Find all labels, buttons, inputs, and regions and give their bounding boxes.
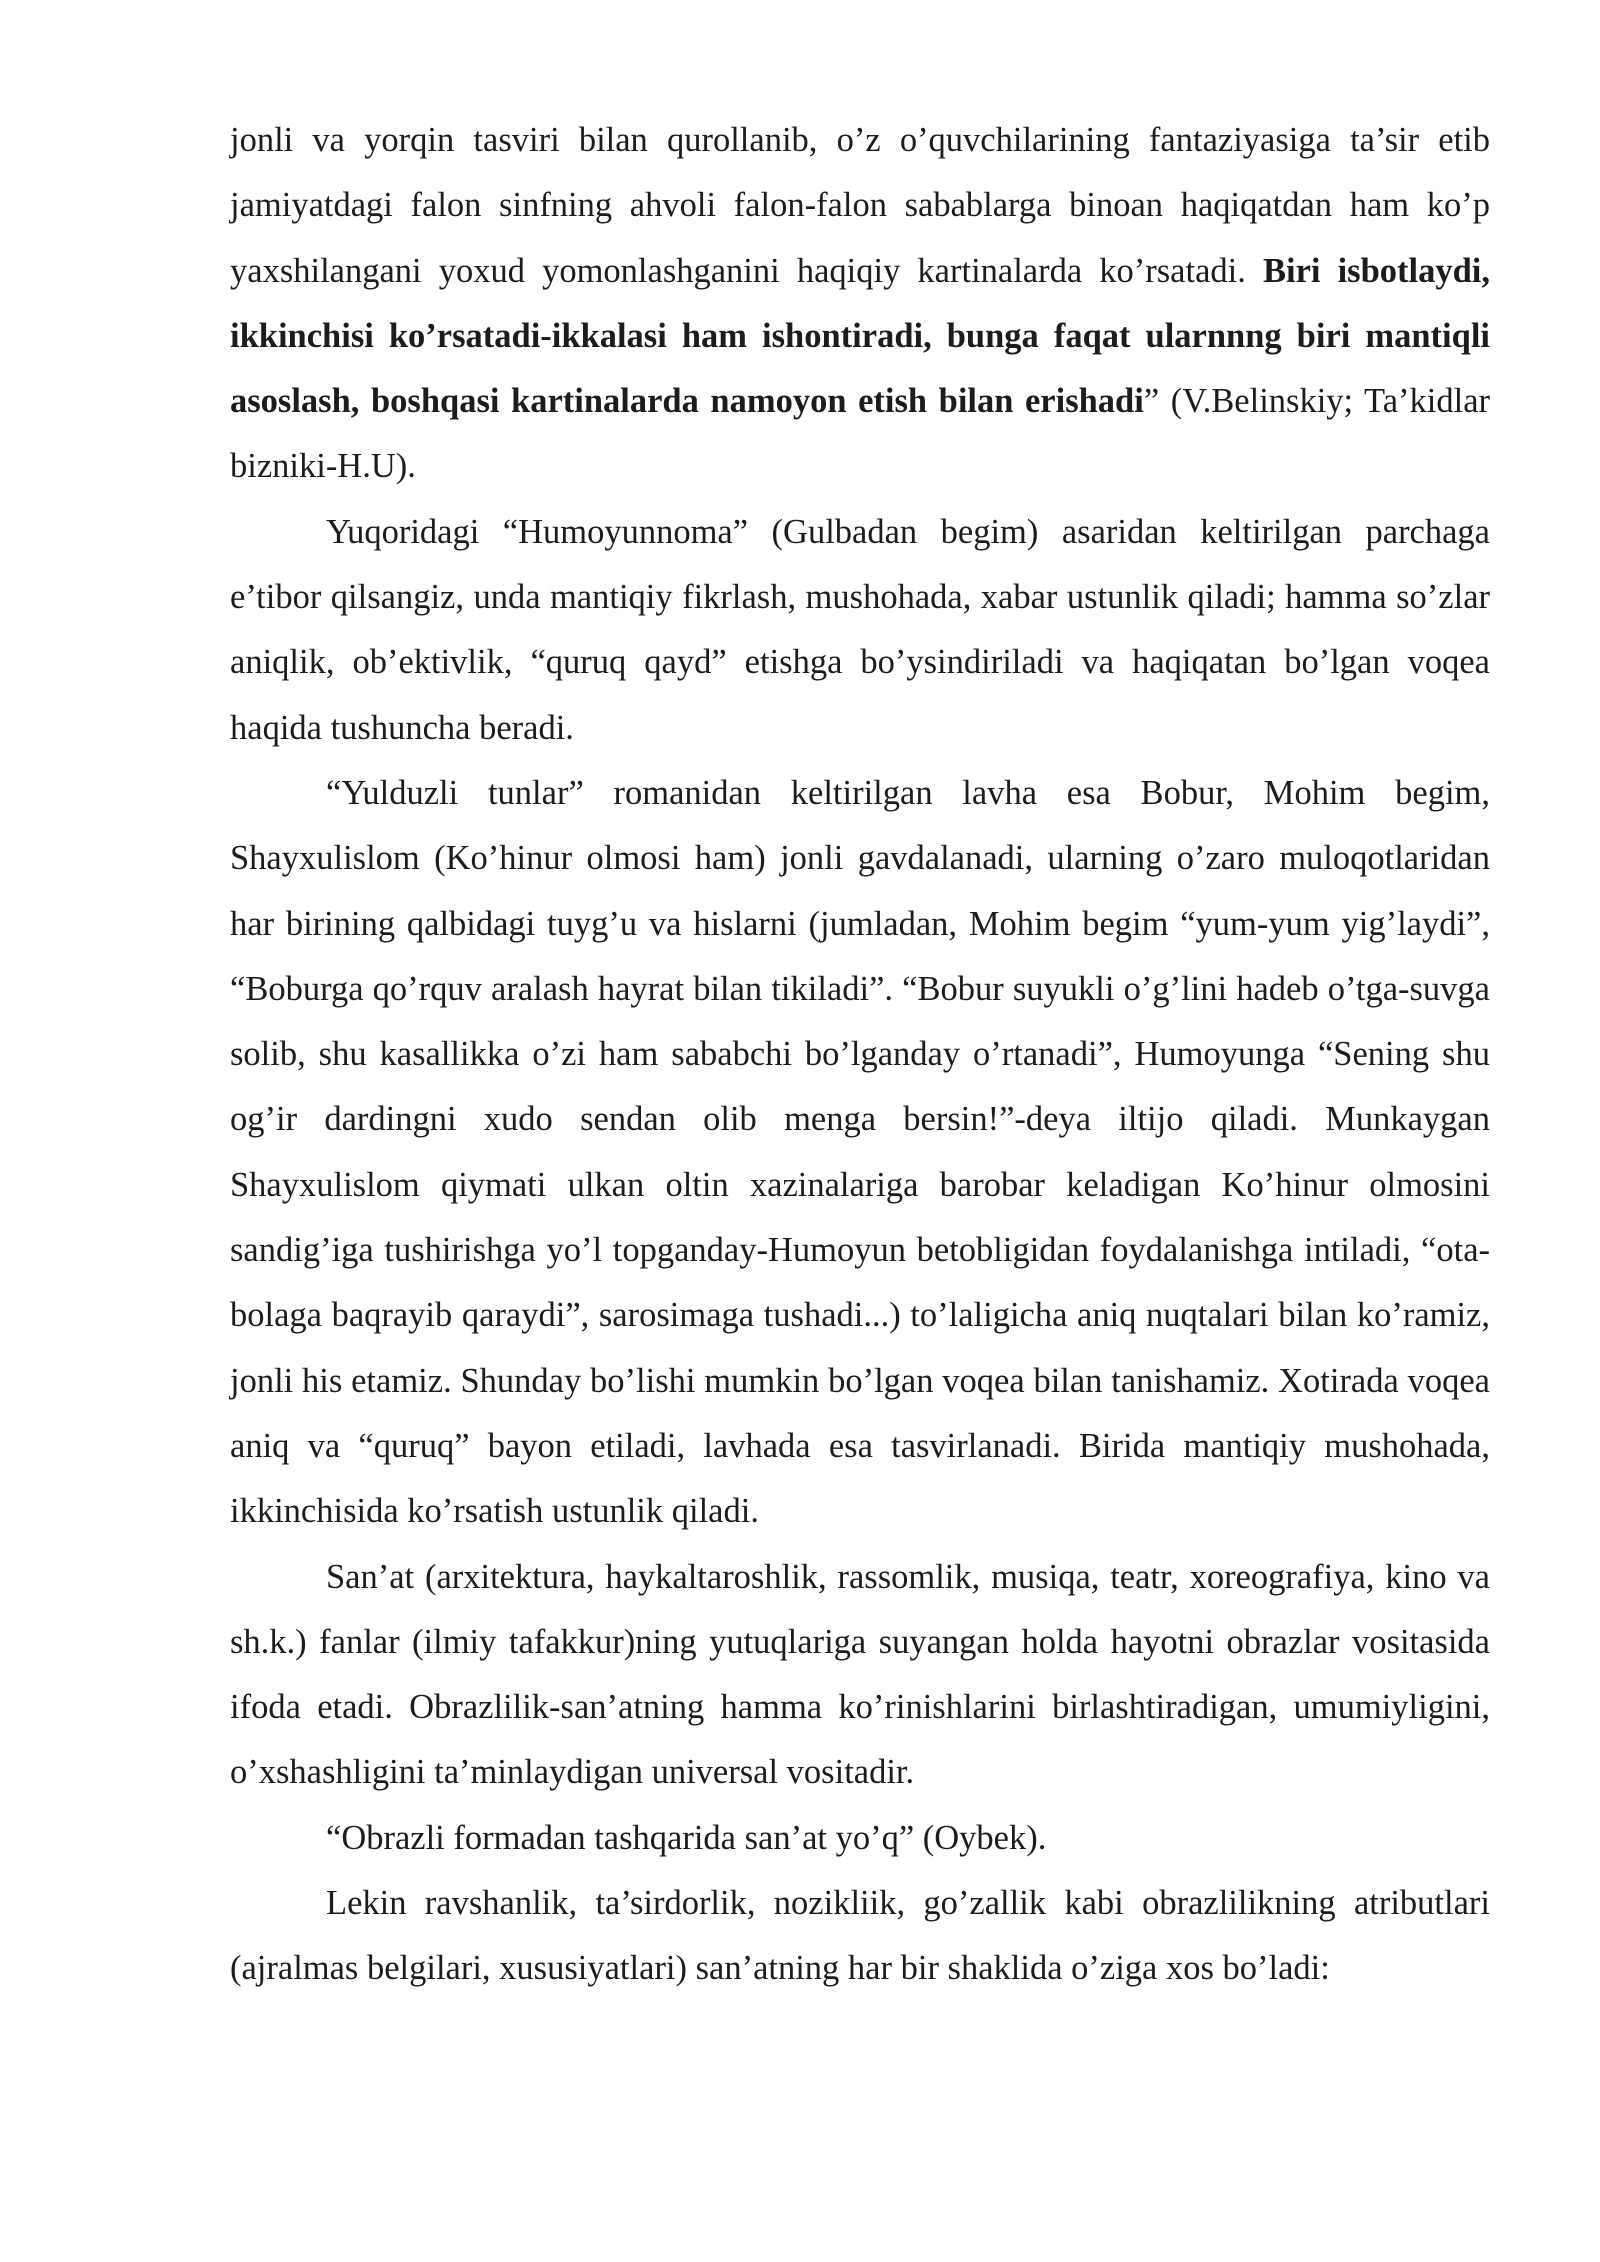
document-page: [230, 108, 1490, 2002]
paragraph-6: [230, 1871, 1490, 2002]
paragraph-2: [230, 500, 1490, 761]
paragraph-1: [230, 108, 1490, 500]
paragraph-4: [230, 1545, 1490, 1806]
paragraph-5-text: “Obrazli formadan tashqarida san’at yo’q” (Oybek).: [326, 1818, 1047, 1857]
paragraph-1-text: jonli va yorqin tasviri bilan qurollanib, o’z o’quvchilarining fantaziyasiga ta’sir etib jamiyatdagi falon sinfning ahvoli falon-falon sabablarga binoan haqiqatdan ham ko’p yaxshilangani yoxud yomonlashganini haqiqiy kartinalarda ko’rsatadi.: [230, 121, 1490, 290]
paragraph-5: [230, 1806, 1490, 1871]
paragraph-6-text: Lekin ravshanlik, ta’sirdorlik, nozikliik, go’zallik kabi obrazlilikning atributlari (ajralmas belgilari, xususiyatlari) san’atning har bir shaklida o’ziga xos bo’ladi:: [230, 1884, 1490, 1988]
paragraph-3: [230, 761, 1490, 1545]
paragraph-1-bold-quote: Biri isbotlaydi, ikkinchisi ko’rsatadi-ikkalasi ham ishontiradi, bunga faqat ularnnng biri mantiqli asoslash, boshqasi kartinalarda namoyon etish bilan erishadi: [230, 251, 1490, 421]
paragraph-2-text: Yuqoridagi “Humoyunnoma” (Gulbadan begim) asaridan keltirilgan parchaga e’tibor qilsangiz, unda mantiqiy fikrlash, mushohada, xabar ustunlik qiladi; hamma so’zlar aniqlik, ob’ektivlik, “quruq qayd” etishga bo’ysindiriladi va haqiqatan bo’lgan voqea haqida tushuncha beradi.: [230, 512, 1490, 747]
paragraph-3-text: “Yulduzli tunlar” romanidan keltirilgan lavha esa Bobur, Mohim begim, Shayxulislom (Ko’hinur olmosi ham) jonli gavdalanadi, ularning o’zaro muloqotlaridan har birining qalbidagi tuyg’u va hislarni (jumladan, Mohim begim “yum-yum yig’laydi”, “Boburga qo’rquv aralash hayrat bilan tikiladi”. “Bobur suyukli o’g’lini hadeb o’tga-suvga solib, shu kasallikka o’zi ham sababchi bo’lganday o’rtanadi”, Humoyunga “Sening shu og’ir dardingni xudo sendan olib menga bersin!”-deya iltijo qiladi. Munkaygan Shayxulislom qiymati ulkan oltin xazinalariga barobar keladigan Ko’hinur olmosini sandig’iga tushirishga yo’l topganday-Humoyun betobligidan foydalanishga intiladi, “ota-bolaga baqrayib qaraydi”, sarosimaga tushadi...) to’laligicha aniq nuqtalari bilan ko’ramiz, jonli his etamiz. Shunday bo’lishi mumkin bo’lgan voqea bilan tanishamiz. Xotirada voqea aniq va “quruq” bayon etiladi, lavhada esa tasvirlanadi. Birida mantiqiy mushohada, ikkinchisida ko’rsatish ustunlik qiladi.: [230, 773, 1490, 1531]
paragraph-1-citation: ” (V.Belinskiy; Ta’kidlar bizniki-H.U).: [230, 382, 1490, 486]
paragraph-4-text: San’at (arxitektura, haykaltaroshlik, rassomlik, musiqa, teatr, xoreografiya, kino va sh.k.) fanlar (ilmiy tafakkur)ning yutuqlariga suyangan holda hayotni obrazlar vositasida ifoda etadi. Obrazlilik-san’atning hamma ko’rinishlarini birlashtiradigan, umumiyligini, o’xshashligini ta’minlaydigan universal vositadir.: [230, 1557, 1490, 1792]
